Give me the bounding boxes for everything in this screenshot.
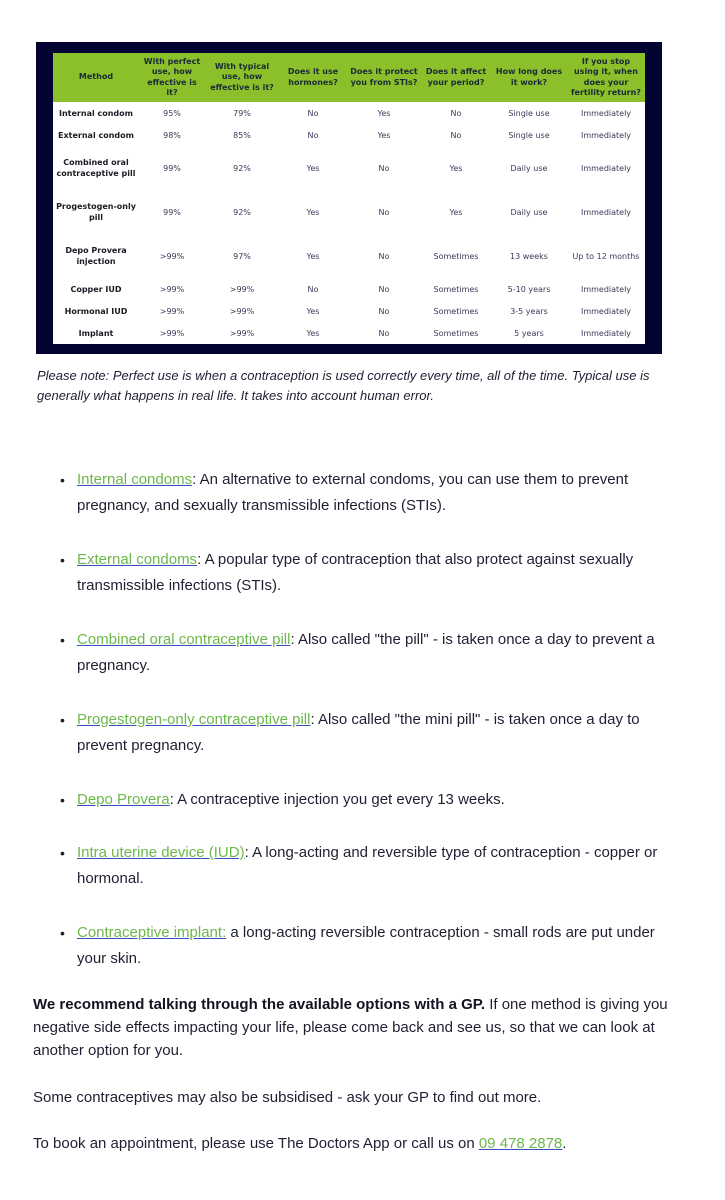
table-cell: 5-10 years	[507, 284, 551, 294]
method-link[interactable]: Internal condoms	[77, 471, 193, 488]
method-link[interactable]: External condoms	[77, 551, 198, 568]
table-cell: Yes	[377, 130, 391, 140]
bullet-icon: •	[60, 792, 65, 808]
booking-text: To book an appointment, please use The Doctors App or call us on	[33, 1135, 479, 1152]
table-cell: >99%	[159, 306, 185, 316]
perfect-use-note: Please note: Perfect use is when a contraception is used correctly every time, all of the time. Typical use is generally what happens in real life. It takes into account human error.	[37, 368, 650, 403]
method-description: : Also called "the pill" - is taken once a day to prevent a pregnancy.	[77, 631, 655, 674]
column-header: If you stop using it, when does your fertility return?	[571, 56, 641, 97]
method-description: : Also called "the mini pill" - is taken once a day to prevent pregnancy.	[77, 711, 640, 754]
table-cell: Immediately	[580, 163, 632, 173]
bullet-icon: •	[60, 925, 65, 941]
table-row	[53, 124, 645, 146]
table-cell: Yes	[449, 163, 463, 173]
method-link[interactable]: Progestogen-only contraceptive pill	[77, 711, 311, 728]
table-cell: 85%	[233, 130, 251, 140]
method-link[interactable]: Combined oral contraceptive pill	[77, 631, 291, 648]
table-cell: No	[378, 163, 390, 173]
table-cell: Yes	[377, 108, 391, 118]
table-row	[53, 278, 645, 300]
method-name-cell: Internal condom	[59, 108, 133, 118]
table-cell: >99%	[159, 328, 185, 338]
bullet-icon: •	[60, 472, 65, 488]
table-header-row	[53, 53, 645, 102]
column-header: Does it protect you from STIs?	[350, 67, 418, 87]
table-cell: No	[378, 328, 390, 338]
list-item	[60, 787, 680, 813]
table-cell: Daily use	[510, 207, 548, 217]
table-cell: Immediately	[580, 284, 632, 294]
booking-paragraph	[33, 1132, 703, 1155]
table-cell: Yes	[306, 306, 320, 316]
method-link[interactable]: Intra uterine device (IUD)	[77, 844, 245, 861]
table-cell: Daily use	[510, 163, 548, 173]
list-item	[60, 707, 680, 759]
recommend-text: If one method is giving you negative side effects impacting your life, please come back and see us, so that we can look at another option for you.	[33, 996, 668, 1059]
column-header: With typical use, how effective is it?	[210, 61, 274, 92]
table-row	[53, 300, 645, 322]
method-name-cell: Hormonal IUD	[64, 306, 128, 316]
table-cell: Yes	[306, 328, 320, 338]
list-item	[60, 920, 680, 972]
table-cell: Yes	[306, 207, 320, 217]
recommend-bold-text: We recommend talking through the available options with a GP.	[33, 996, 486, 1013]
table-cell: 13 weeks	[510, 251, 548, 261]
table-cell: >99%	[229, 306, 255, 316]
table-cell: 92%	[233, 207, 251, 217]
table-cell: 79%	[233, 108, 251, 118]
table-cell: >99%	[229, 328, 255, 338]
method-name-cell: Implant	[78, 328, 114, 338]
table-cell: Immediately	[580, 130, 632, 140]
column-header: Does it affect your period?	[425, 67, 487, 87]
table-body	[53, 102, 645, 344]
table-cell: 92%	[233, 163, 251, 173]
subsidised-paragraph: Some contraceptives may also be subsidised - ask your GP to find out more.	[33, 1089, 542, 1106]
table-cell: 98%	[163, 130, 181, 140]
table-row	[53, 190, 645, 234]
table-cell: >99%	[229, 284, 255, 294]
phone-link[interactable]: 09 478 2878	[478, 1135, 563, 1152]
column-header: How long does it work?	[495, 67, 563, 87]
table-cell: Immediately	[580, 328, 632, 338]
table-cell: Single use	[508, 108, 550, 118]
method-name-cell: Depo Provera injection	[65, 246, 127, 266]
table-cell: Immediately	[580, 108, 632, 118]
contraception-comparison-table-frame	[36, 42, 662, 354]
table-cell: 95%	[163, 108, 181, 118]
booking-suffix: .	[562, 1135, 567, 1152]
column-header: Method	[78, 72, 114, 82]
table-cell: Sometimes	[433, 328, 479, 338]
table-row	[53, 234, 645, 278]
method-description: a long-acting reversible contraception - small rods are put under your skin.	[77, 924, 655, 967]
table-cell: Yes	[306, 251, 320, 261]
table-cell: No	[307, 108, 319, 118]
table-row	[53, 146, 645, 190]
method-name-cell: External condom	[58, 130, 134, 140]
method-name-cell: Copper IUD	[70, 284, 122, 294]
list-item	[60, 840, 680, 892]
table-cell: 5 years	[514, 328, 544, 338]
table-cell: No	[378, 251, 390, 261]
contraception-comparison-table	[53, 53, 645, 344]
table-container	[53, 53, 645, 344]
table-cell: No	[450, 130, 462, 140]
recommend-paragraph	[33, 993, 703, 1062]
table-cell: 97%	[233, 251, 251, 261]
bullet-icon: •	[60, 552, 65, 568]
table-cell: >99%	[159, 284, 185, 294]
method-name-cell: Combined oral contraceptive pill	[56, 158, 136, 178]
table-cell: No	[307, 284, 319, 294]
table-row	[53, 102, 645, 124]
bullet-icon: •	[60, 845, 65, 861]
method-link[interactable]: Contraceptive implant:	[77, 924, 227, 941]
method-link[interactable]: Depo Provera	[77, 791, 170, 808]
table-cell: 99%	[163, 163, 181, 173]
bullet-icon: •	[60, 632, 65, 648]
table-cell: Sometimes	[433, 306, 479, 316]
list-item	[60, 627, 680, 679]
table-cell: Yes	[449, 207, 463, 217]
method-description: : A contraceptive injection you get every 13 weeks.	[169, 791, 505, 808]
table-cell: Yes	[306, 163, 320, 173]
bullet-icon: •	[60, 712, 65, 728]
table-cell: Sometimes	[433, 284, 479, 294]
column-header: With perfect use, how effective is it?	[143, 56, 201, 97]
table-cell: 99%	[163, 207, 181, 217]
table-cell: >99%	[159, 251, 185, 261]
table-row	[53, 322, 645, 344]
table-cell: Up to 12 months	[572, 251, 640, 261]
table-cell: No	[378, 207, 390, 217]
table-cell: Immediately	[580, 306, 632, 316]
column-header: Does it use hormones?	[287, 67, 339, 87]
method-name-cell: Progestogen-only pill	[56, 202, 136, 222]
table-cell: Immediately	[580, 207, 632, 217]
method-description: : An alternative to external condoms, you can use them to prevent pregnancy, and sexually transmissible infections (STIs).	[77, 471, 629, 514]
table-cell: Sometimes	[433, 251, 479, 261]
list-item	[60, 547, 680, 599]
table-cell: No	[378, 284, 390, 294]
table-cell: Single use	[508, 130, 550, 140]
list-item	[60, 467, 680, 519]
table-cell: No	[450, 108, 462, 118]
table-cell: 3-5 years	[510, 306, 548, 316]
table-cell: No	[378, 306, 390, 316]
table-cell: No	[307, 130, 319, 140]
method-description: : A long-acting and reversible type of contraception - copper or hormonal.	[77, 844, 658, 887]
method-description: : A popular type of contraception that also protect against sexually transmissible infections (STIs).	[77, 551, 634, 594]
